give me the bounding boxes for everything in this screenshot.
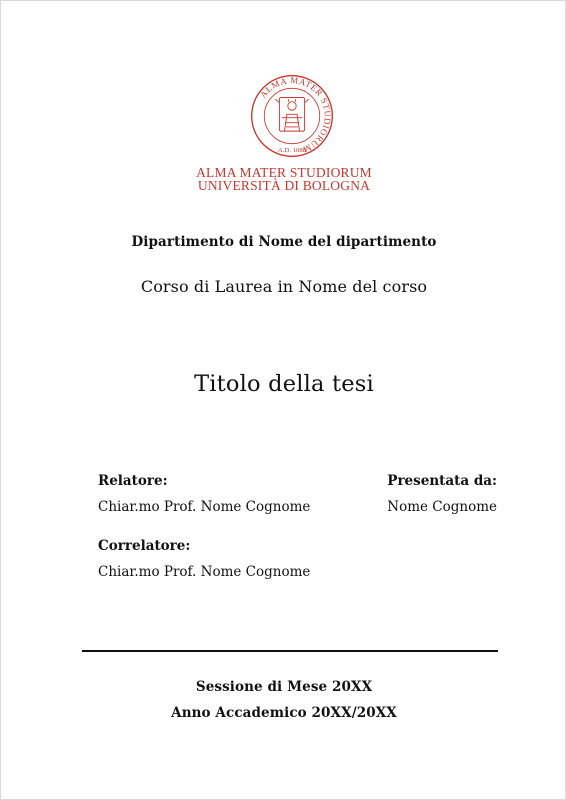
candidate-label: Presentata da:	[387, 473, 497, 489]
seal-emblem	[275, 98, 309, 132]
department-name: Dipartimento di Nome del dipartimento	[131, 234, 437, 250]
course-name: Corso di Laurea in Nome del corso	[140, 277, 428, 296]
candidate-name: Nome Cognome	[387, 499, 497, 515]
university-name-line2: UNIVERSITÀ DI BOLOGNA	[197, 178, 371, 193]
co-supervisor-name: Chiar.mo Prof. Nome Cognome	[98, 564, 311, 580]
thesis-title: Titolo della tesi	[194, 371, 374, 397]
university-seal-logo	[250, 74, 334, 158]
seal-arc-text: ALMA MATER STUDIORUM	[257, 75, 333, 155]
supervisor-label: Relatore:	[98, 473, 168, 489]
horizontal-divider	[82, 650, 498, 652]
co-supervisor-label: Correlatore:	[98, 538, 191, 554]
seal-year-text: A.D. 1088	[277, 147, 307, 155]
svg-text:ALMA MATER STUDIORUM	[258, 75, 333, 155]
university-name-line1: ALMA MATER STUDIORUM	[196, 165, 372, 180]
supervisor-name: Chiar.mo Prof. Nome Cognome	[98, 499, 311, 515]
session-text: Sessione di Mese 20XX	[195, 679, 373, 695]
academic-year-text: Anno Accademico 20XX/20XX	[171, 705, 397, 721]
